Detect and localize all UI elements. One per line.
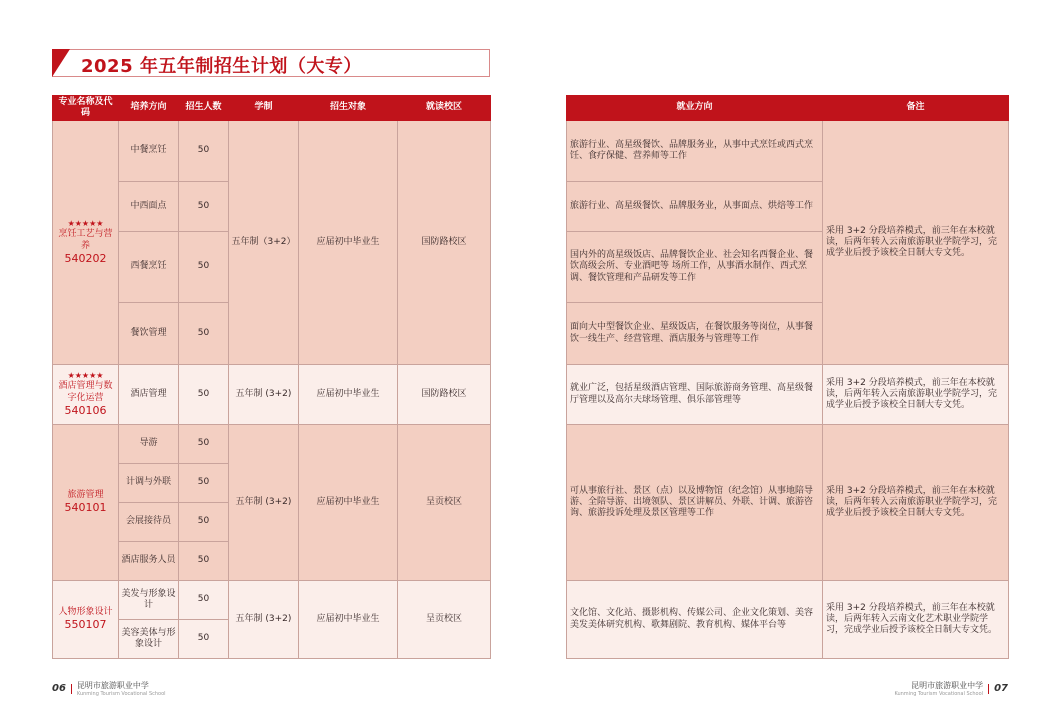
count-cell: 50 [179,303,229,365]
table-row [567,365,1009,425]
system-cell: 五年制 (3+2) [229,581,299,659]
table-row [53,365,491,425]
system-cell: 五年制（3+2） [229,121,299,365]
page-number-right: 07 [994,683,1008,694]
direction-cell: 酒店服务人员 [119,542,179,581]
count-cell: 50 [179,581,229,620]
enrollment-plan-table [52,95,491,659]
direction-cell: 美容美体与形象设计 [119,620,179,659]
campus-cell: 国防路校区 [398,121,491,365]
footer-school-name-en: Kunming Tourism Vocational School [894,691,984,697]
major-name: 人物形象设计 [58,607,113,617]
table-header-row [53,96,491,121]
footer-school-name-en: Kunming Tourism Vocational School [76,691,166,697]
employment-cell: 旅游行业、高星级餐饮、品牌服务业，从事中式烹饪或西式烹饪、食疗保健、营养师等工作 [567,121,823,182]
count-cell: 50 [179,425,229,464]
major-code: 550107 [64,618,107,632]
employment-cell: 文化馆、文化站、摄影机构、传媒公司、企业文化策划、美容美发美体研究机构、歌舞剧院、教育机构、媒体平台等 [567,581,823,659]
table-row [53,121,491,182]
employment-cell: 旅游行业、高星级餐饮、品牌服务业，从事面点、烘焙等工作 [567,182,823,232]
target-cell: 应届初中毕业生 [299,121,398,365]
footer-left [52,680,166,697]
target-cell: 应届初中毕业生 [299,425,398,581]
major-cell [53,425,119,581]
count-cell: 50 [179,365,229,425]
count-cell: 50 [179,620,229,659]
direction-cell: 计调与外联 [119,464,179,503]
page-title: 2025 年五年制招生计划（大专） [81,56,362,77]
major-cell [53,121,119,365]
direction-cell: 西餐烹饪 [119,232,179,303]
note-cell: 采用 3+2 分段培养模式，前三年在本校就读，后两年转入云南旅游职业学院学习，完成学业后授予该校全日制大专文凭。 [823,425,1009,581]
footer-right [894,680,1008,697]
table-row [53,425,491,464]
major-code: 540101 [64,501,107,515]
direction-cell: 会展接待员 [119,503,179,542]
direction-cell: 美发与形象设计 [119,581,179,620]
header-direction: 培养方向 [119,96,179,121]
table-row [53,581,491,620]
employment-table [566,95,1009,659]
header-campus: 就读校区 [398,96,491,121]
page-title-box [52,49,490,77]
note-cell: 采用 3+2 分段培养模式，前三年在本校就读，后两年转入云南旅游职业学院学习，完成学业后授予该校全日制大专文凭。 [823,121,1009,365]
page-number-left: 06 [52,683,66,694]
note-cell: 采用 3+2 分段培养模式，前三年在本校就读，后两年转入云南文化艺术职业学院学习，完成学业后授予该校全日制大专文凭。 [823,581,1009,659]
target-cell: 应届初中毕业生 [299,581,398,659]
table-row [567,121,1009,182]
employment-cell: 就业广泛，包括星级酒店管理、国际旅游商务管理、高星级餐厅管理以及高尔夫球场管理、俱乐部管理等 [567,365,823,425]
count-cell: 50 [179,121,229,182]
note-cell: 采用 3+2 分段培养模式，前三年在本校就读，后两年转入云南旅游职业学院学习，完成学业后授予该校全日制大专文凭。 [823,365,1009,425]
footer-divider [988,684,989,694]
header-count: 招生人数 [179,96,229,121]
system-cell: 五年制 (3+2) [229,425,299,581]
table-header-row [567,96,1009,121]
star-rating-icon: ★★★★★ [67,371,104,381]
employment-cell: 国内外的高星级饭店、品牌餐饮企业、社会知名西餐企业、餐饮高级会所、专业酒吧等 场所工作，从事酒水制作、西式烹调、餐饮管理和产品研发等工作 [567,232,823,303]
direction-cell: 中餐烹饪 [119,121,179,182]
count-cell: 50 [179,464,229,503]
header-system: 学制 [229,96,299,121]
major-code: 540106 [64,403,107,417]
count-cell: 50 [179,542,229,581]
employment-cell: 面向大中型餐饮企业、星级饭店，在餐饮服务等岗位，从事餐饮一线生产、经营管理、酒店服务与管理等工作 [567,303,823,365]
campus-cell: 呈贡校区 [398,425,491,581]
title-corner-triangle [52,49,70,77]
header-major: 专业名称及代码 [53,96,119,121]
system-cell: 五年制 (3+2) [229,365,299,425]
direction-cell: 导游 [119,425,179,464]
major-code: 540202 [64,251,107,265]
table-row [567,581,1009,659]
major-cell [53,581,119,659]
table-row [567,425,1009,581]
header-target: 招生对象 [299,96,398,121]
count-cell: 50 [179,503,229,542]
star-rating-icon: ★★★★★ [67,219,104,229]
major-name: 烹饪工艺与营养 [58,229,113,251]
header-employment: 就业方向 [567,96,823,121]
footer-school-name: 昆明市旅游职业中学 [911,681,984,690]
campus-cell: 呈贡校区 [398,581,491,659]
count-cell: 50 [179,232,229,303]
header-note: 备注 [823,96,1009,121]
target-cell: 应届初中毕业生 [299,365,398,425]
direction-cell: 中西面点 [119,182,179,232]
campus-cell: 国防路校区 [398,365,491,425]
major-name: 旅游管理 [67,490,104,500]
direction-cell: 酒店管理 [119,365,179,425]
footer-school-name: 昆明市旅游职业中学 [76,681,149,690]
direction-cell: 餐饮管理 [119,303,179,365]
major-name: 酒店管理与数字化运营 [58,381,113,403]
count-cell: 50 [179,182,229,232]
employment-cell: 可从事旅行社、景区（点）以及博物馆（纪念馆）从事地陪导游、全陪导游、出境领队、景区讲解员、外联、计调、旅游咨询、旅游投诉处理及景区管理等工作 [567,425,823,581]
major-cell [53,365,119,425]
footer-divider [71,684,72,694]
